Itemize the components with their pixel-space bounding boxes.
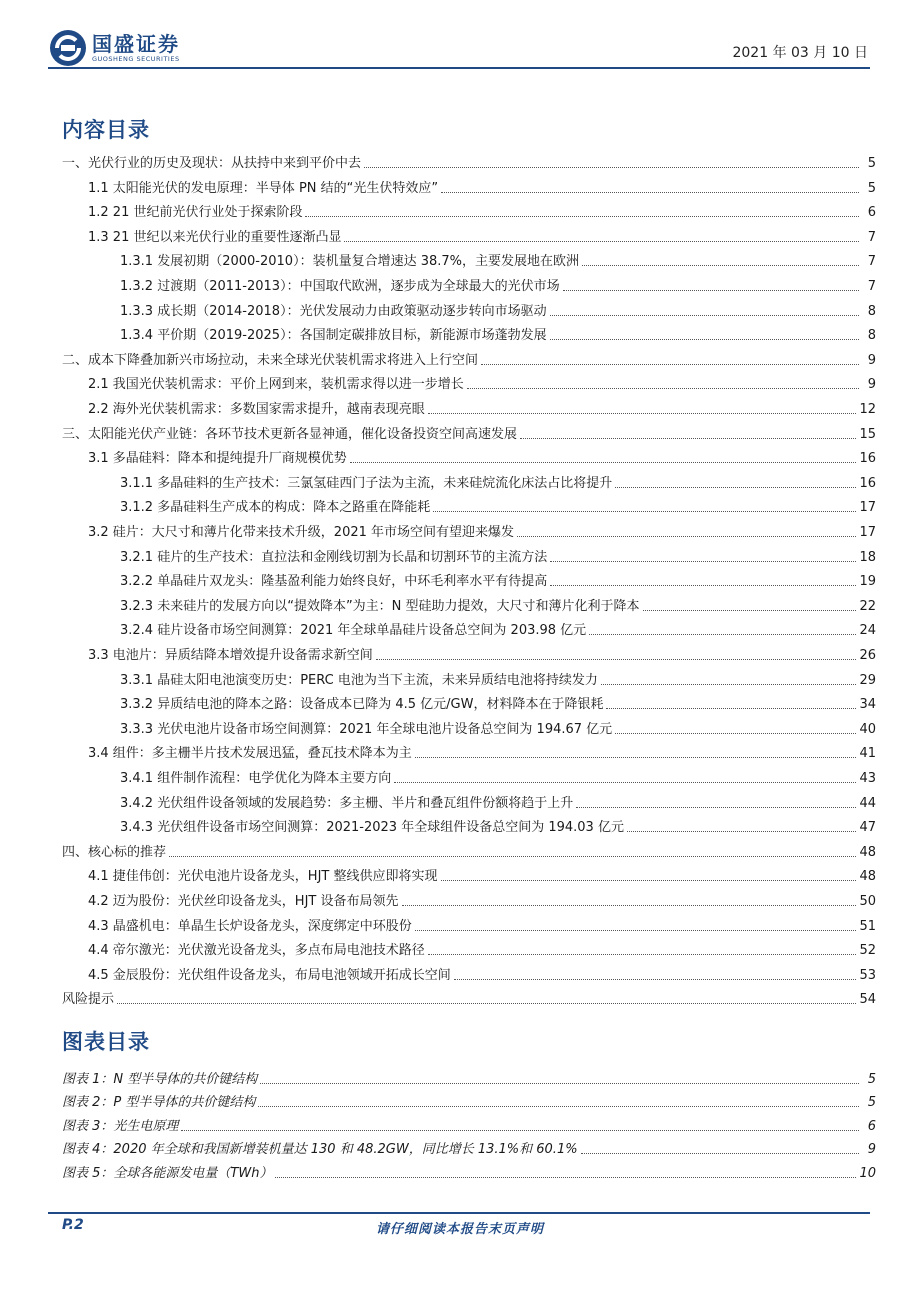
toc-entry-page: 8	[867, 303, 876, 319]
toc-entry-text: 1.3 21 世纪以来光伏行业的重要性逐渐凸显	[88, 229, 342, 245]
logo-english-name: GUOSHENG SECURITIES	[92, 54, 180, 63]
toc-entry[interactable]	[88, 642, 876, 664]
toc-entry[interactable]	[62, 839, 876, 861]
toc-entry[interactable]	[88, 445, 876, 467]
toc-entry-page: 50	[859, 894, 876, 909]
toc-entry-page: 43	[859, 771, 876, 786]
figure-entry-page: 6	[867, 1118, 876, 1134]
dot-leader	[364, 166, 859, 168]
dot-leader	[454, 978, 857, 980]
toc-entry-text: 三、太阳能光伏产业链：各环节技术更新各显神通，催化设备投资空间高速发展	[62, 426, 518, 442]
toc-entry[interactable]	[88, 962, 876, 984]
toc-entry[interactable]	[120, 568, 876, 590]
toc-entry[interactable]	[88, 224, 876, 246]
toc-entry-page: 19	[859, 574, 876, 590]
toc-entry-text: 3.2 硅片：大尺寸和薄片化带来技术升级，2021 年市场空间有望迎来爆发	[88, 525, 515, 540]
toc-entry[interactable]	[120, 667, 876, 689]
toc-entry-page: 48	[859, 869, 876, 885]
dot-leader	[481, 363, 859, 365]
toc-entry-text: 3.4.3 光伏组件设备市场空间测算：2021-2023 年全球组件设备总空间为 194.03 亿元	[120, 820, 624, 836]
figure-entry-page: 5	[867, 1072, 876, 1087]
dot-leader	[467, 387, 859, 389]
dot-leader	[615, 732, 856, 734]
dot-leader	[428, 953, 857, 955]
toc-entry-text: 4.3 晶盛机电：单晶生长炉设备龙头，深度绑定中环股份	[88, 918, 412, 934]
dot-leader	[260, 1082, 859, 1084]
figure-entry[interactable]	[62, 1066, 876, 1088]
toc-entry-text: 3.4 组件：多主栅半片技术发展迅猛，叠瓦技术降本为主	[88, 746, 412, 762]
toc-entry-page: 9	[867, 352, 876, 368]
figure-entry[interactable]	[62, 1160, 876, 1182]
toc-entry-page: 53	[859, 967, 876, 983]
toc-entry-page: 8	[867, 328, 876, 344]
toc-entry[interactable]	[120, 765, 876, 787]
toc-entry-text: 2.2 海外光伏装机需求：多数国家需求提升，越南表现亮眼	[88, 402, 425, 417]
toc-entry-text: 3.3.2 异质结电池的降本之路：设备成本已降为 4.5 亿元/GW，材料降本在于降银耗	[120, 697, 604, 713]
dot-leader	[117, 1002, 856, 1004]
dot-leader	[428, 412, 857, 414]
toc-entry[interactable]	[88, 371, 876, 393]
toc-entry-page: 15	[859, 426, 876, 442]
toc-entry[interactable]	[88, 175, 876, 197]
toc-entry-page: 16	[859, 451, 876, 467]
toc-entry-page: 7	[867, 279, 876, 294]
toc-entry-text: 2.1 我国光伏装机需求：平价上网到来，装机需求得以进一步增长	[88, 377, 464, 393]
figure-entry-text: 图表 5：全球各能源发电量（TWh）	[62, 1165, 273, 1181]
dot-leader	[550, 584, 856, 586]
toc-entry-text: 4.1 捷佳伟创：光伏电池片设备龙头，HJT 整线供应即将实现	[88, 869, 438, 885]
toc-entry-page: 52	[859, 943, 876, 959]
toc-entry-text: 3.4.2 光伏组件设备领域的发展趋势：多主栅、半片和叠瓦组件份额将趋于上升	[120, 795, 574, 811]
toc-entry-page: 47	[859, 820, 876, 836]
toc-entry[interactable]	[120, 273, 876, 295]
dot-leader	[627, 830, 856, 832]
figure-entry[interactable]	[62, 1136, 876, 1158]
figure-entry-page: 9	[867, 1142, 876, 1158]
dot-leader	[376, 658, 857, 660]
toc-entry-text: 1.3.4 平价期（2019-2025）：各国制定碳排放目标，新能源市场蓬勃发展	[120, 328, 547, 344]
toc-entry[interactable]	[88, 888, 876, 910]
toc-entry-text: 1.3.1 发展初期（2000-2010）：装机量复合增速达 38.7%，主要发展地在欧洲	[120, 254, 579, 270]
toc-entry[interactable]	[62, 150, 876, 172]
toc-entry-page: 41	[859, 746, 876, 762]
dot-leader	[550, 314, 859, 316]
toc-entry[interactable]	[120, 593, 876, 615]
toc-entry[interactable]	[88, 863, 876, 885]
toc-entry-text: 四、核心标的推荐	[62, 844, 167, 860]
logo-mark-icon	[48, 28, 88, 68]
dot-leader	[275, 1176, 856, 1178]
toc-entry[interactable]	[120, 790, 876, 812]
toc-entry[interactable]	[120, 470, 876, 492]
figure-entry-page: 10	[859, 1165, 876, 1181]
dot-leader	[576, 806, 856, 808]
toc-entry[interactable]	[62, 421, 876, 443]
page-header	[48, 26, 870, 70]
dot-leader	[350, 461, 857, 463]
toc-entry-page: 9	[867, 377, 876, 393]
toc-entry[interactable]	[88, 740, 876, 762]
toc-entry[interactable]	[120, 544, 876, 566]
toc-entry-text: 3.1.1 多晶硅料的生产技术：三氯氢硅西门子法为主流，未来硅烷流化床法占比将提升	[120, 475, 613, 491]
dot-leader	[582, 264, 859, 266]
toc-entry-page: 40	[859, 721, 876, 737]
dot-leader	[581, 1152, 859, 1154]
figures-title: 图表目录	[62, 1030, 150, 1054]
toc-entry[interactable]	[62, 986, 876, 1008]
figure-entry[interactable]	[62, 1089, 876, 1111]
toc-title: 内容目录	[62, 118, 150, 142]
dot-leader	[517, 535, 856, 537]
toc-entry[interactable]	[120, 322, 876, 344]
dot-leader	[181, 1129, 859, 1131]
dot-leader	[550, 338, 859, 340]
toc-entry-page: 16	[859, 475, 876, 491]
toc-entry-page: 12	[859, 402, 876, 417]
toc-entry-text: 3.2.1 硅片的生产技术：直拉法和金刚线切割为长晶和切割环节的主流方法	[120, 549, 548, 565]
toc-entry[interactable]	[120, 494, 876, 516]
toc-entry-page: 54	[859, 992, 876, 1008]
toc-entry-text: 3.3 电池片：异质结降本增效提升设备需求新空间	[88, 648, 373, 663]
toc-entry[interactable]	[120, 617, 876, 639]
report-date: 2021 年 03 月 10 日	[732, 45, 868, 61]
toc-entry-page: 6	[867, 205, 876, 221]
toc-entry[interactable]	[120, 248, 876, 270]
toc-entry[interactable]	[120, 298, 876, 320]
toc-entry-page: 22	[859, 598, 876, 614]
toc-entry[interactable]	[88, 396, 876, 418]
dot-leader	[520, 437, 856, 439]
toc-entry-text: 3.3.3 光伏电池片设备市场空间测算：2021 年全球电池片设备总空间为 194.67 亿元	[120, 721, 613, 737]
toc-entry-text: 4.5 金辰股份：光伏组件设备龙头，布局电池领域开拓成长空间	[88, 967, 451, 983]
toc-entry-text: 3.2.4 硅片设备市场空间测算：2021 年全球单晶硅片设备总空间为 203.98 亿元	[120, 623, 587, 639]
figure-entry-text: 图表 1：N 型半导体的共价键结构	[62, 1072, 258, 1087]
dot-leader	[305, 215, 859, 217]
toc-entry-page: 29	[859, 672, 876, 688]
toc-entry-page: 5	[867, 180, 876, 196]
dot-leader	[344, 240, 859, 242]
figure-entry-text: 图表 2：P 型半导体的共价键结构	[62, 1095, 256, 1111]
toc-entry-text: 风险提示	[62, 992, 115, 1008]
dot-leader	[606, 707, 856, 709]
toc-entry-text: 3.2.3 未来硅片的发展方向以“提效降本”为主：N 型硅助力提效，大尺寸和薄片化利于降本	[120, 598, 640, 614]
toc-entry-text: 1.1 太阳能光伏的发电原理：半导体 PN 结的“光生伏特效应”	[88, 180, 439, 196]
dot-leader	[402, 904, 857, 906]
dot-leader	[601, 683, 857, 685]
toc-entry-page: 17	[859, 500, 876, 516]
toc-entry-text: 1.3.2 过渡期（2011-2013）：中国取代欧洲，逐步成为全球最大的光伏市场	[120, 279, 560, 294]
toc-entry-page: 7	[867, 229, 876, 245]
toc-entry[interactable]	[120, 716, 876, 738]
toc-entry-text: 3.1 多晶硅料：降本和提纯提升厂商规模优势	[88, 451, 347, 467]
toc-entry-page: 26	[859, 648, 876, 663]
dot-leader	[415, 756, 857, 758]
footer-divider	[48, 1212, 870, 1214]
dot-leader	[394, 781, 856, 783]
figure-entry[interactable]	[62, 1113, 876, 1135]
toc-entry-text: 二、成本下降叠加新兴市场拉动，未来全球光伏装机需求将进入上行空间	[62, 352, 479, 368]
toc-entry-page: 51	[859, 918, 876, 934]
dot-leader	[258, 1105, 859, 1107]
toc-entry-page: 18	[859, 549, 876, 565]
toc-entry-text: 4.4 帝尔激光：光伏激光设备龙头，多点布局电池技术路径	[88, 943, 425, 959]
toc-entry[interactable]	[88, 519, 876, 541]
toc-entry-text: 3.4.1 组件制作流程：电学优化为降本主要方向	[120, 771, 392, 786]
toc-entry-page: 24	[859, 623, 876, 639]
dot-leader	[589, 633, 856, 635]
figure-entry-text: 图表 4：2020 年全球和我国新增装机量达 130 和 48.2GW，同比增长 13.1%和 60.1%	[62, 1142, 578, 1158]
toc-entry-text: 1.2 21 世纪前光伏行业处于探索阶段	[88, 205, 303, 221]
dot-leader	[550, 560, 856, 562]
logo-chinese-name: 国盛证券	[92, 31, 180, 56]
dot-leader	[415, 929, 857, 931]
toc-entry[interactable]	[120, 691, 876, 713]
toc-entry[interactable]	[88, 199, 876, 221]
dot-leader	[441, 879, 857, 881]
toc-entry-text: 4.2 迈为股份：光伏丝印设备龙头，HJT 设备布局领先	[88, 894, 399, 909]
toc-entry-text: 3.3.1 晶硅太阳电池演变历史：PERC 电池为当下主流，未来异质结电池将持续发力	[120, 672, 598, 688]
company-logo	[48, 28, 180, 68]
dot-leader	[563, 289, 859, 291]
toc-entry-page: 44	[859, 795, 876, 811]
toc-entry-page: 17	[859, 525, 876, 540]
header-divider	[48, 67, 870, 69]
toc-entry-page: 48	[859, 844, 876, 860]
toc-entry[interactable]	[120, 814, 876, 836]
toc-entry[interactable]	[88, 937, 876, 959]
toc-entry[interactable]	[88, 913, 876, 935]
toc-entry-page: 34	[859, 697, 876, 713]
toc-entry-text: 3.2.2 单晶硅片双龙头：隆基盈利能力始终良好，中环毛利率水平有待提高	[120, 574, 548, 590]
toc-entry-page: 7	[867, 254, 876, 270]
toc-entry-text: 1.3.3 成长期（2014-2018）：光伏发展动力由政策驱动逐步转向市场驱动	[120, 303, 547, 319]
page-number: P.2	[62, 1217, 84, 1233]
toc-entry-text: 一、光伏行业的历史及现状：从扶持中来到平价中去	[62, 156, 362, 171]
toc-entry-text: 3.1.2 多晶硅料生产成本的构成：降本之路重在降能耗	[120, 500, 431, 516]
figure-entry-text: 图表 3：光生电原理	[62, 1118, 179, 1134]
dot-leader	[615, 486, 856, 488]
disclaimer-note: 请仔细阅读本报告末页声明	[375, 1222, 544, 1237]
dot-leader	[433, 510, 856, 512]
toc-entry-page: 5	[867, 156, 876, 171]
toc-entry[interactable]	[62, 347, 876, 369]
figure-entry-page: 5	[867, 1095, 876, 1111]
dot-leader	[441, 191, 859, 193]
dot-leader	[643, 609, 857, 611]
dot-leader	[169, 855, 856, 857]
